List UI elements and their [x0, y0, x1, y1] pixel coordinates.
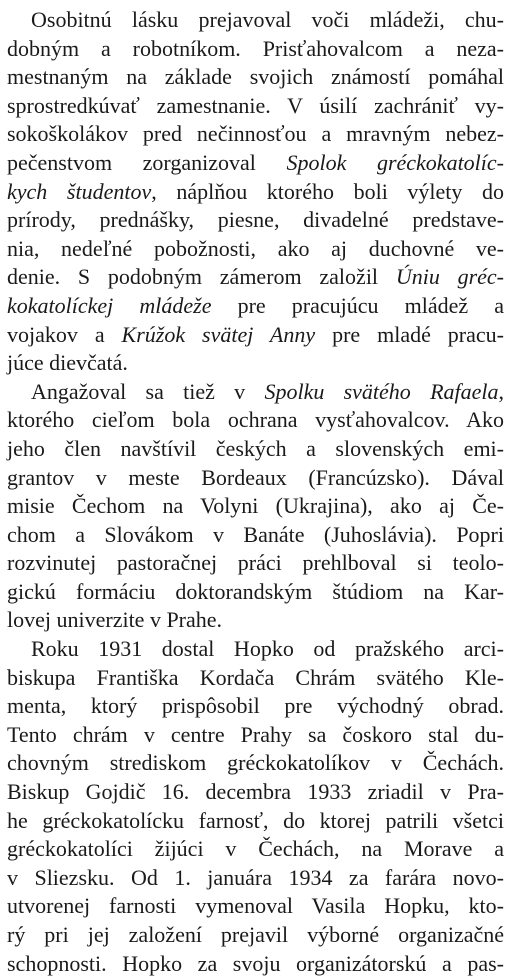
italic-text: Spolku svätého Rafaela [264, 378, 499, 404]
text-run: pre pracujúcu mládež a [211, 292, 504, 318]
text-run: chom a Slovákom v Banáte (Juhoslávia). Popri [7, 521, 504, 547]
text-run: mestnaným na základe svojich známostí pomáhal [7, 64, 504, 90]
paragraph [7, 378, 504, 635]
text-run: Tento chrám v centre Prahy sa čoskoro stal du- [7, 721, 504, 747]
text-line [7, 892, 504, 921]
text-run: , náplňou ktorého boli výlety do [151, 178, 505, 204]
text-line [7, 578, 504, 607]
text-run: pečenstvom zorganizoval [7, 149, 287, 175]
text-line [7, 864, 504, 893]
text-run: Angažoval sa tiež v [31, 378, 265, 404]
text-run: gickú formáciu doktorandským štúdiom na Kar- [7, 578, 504, 604]
paragraph [7, 6, 504, 378]
italic-text: Krúžok svätej Anny [121, 321, 316, 347]
text-line [7, 807, 504, 836]
text-run: sokoškolákov pred nečinnosťou a mravným nebez- [7, 121, 504, 147]
text-run: misie Čechom na Volyni (Ukrajina), ako aj Če- [7, 493, 504, 519]
text-run: gréckokatolíci žijúci v Čechách, na Morave a [7, 836, 504, 862]
text-run: he gréckokatolícku farnosť, do ktorej patrili všetci [7, 807, 504, 833]
text-run: rozvinutej pastoračnej práci prehlboval si teolo- [7, 550, 504, 576]
text-line [7, 835, 504, 864]
text-run: Roku 1931 dostal Hopko od pražského arci- [31, 636, 504, 662]
text-line [7, 749, 504, 778]
text-run: grantov v meste Bordeaux (Francúzsko). Dával [7, 464, 504, 490]
text-run: rý pri jej založení prejavil výborné organizačné [7, 922, 504, 947]
text-run: , [498, 378, 504, 404]
text-line [7, 521, 504, 550]
text-run: pre mladé pracu- [315, 321, 504, 347]
text-line [7, 692, 504, 721]
text-line [7, 549, 504, 578]
text-run: ktorého cieľom bola ochrana vysťahovalcov. Ako [7, 407, 504, 433]
body-text [7, 6, 504, 978]
text-line [7, 921, 504, 950]
text-run: nia, nedeľné pobožnosti, ako aj duchovné ve- [7, 235, 504, 261]
text-run: júce dievčatá. [7, 350, 128, 376]
text-line [7, 321, 504, 350]
text-run: Osobitnú lásku prejavoval voči mládeži, chu- [31, 7, 504, 32]
text-line [7, 721, 504, 750]
text-run: dobným a robotníkom. Prisťahovalcom a neza- [7, 35, 504, 61]
text-line [7, 149, 504, 178]
text-run: vojakov a [7, 321, 122, 347]
text-line [7, 406, 504, 435]
text-line [7, 178, 504, 207]
text-line [7, 35, 504, 64]
text-run: v Sliezsku. Od 1. januára 1934 za farára novo- [7, 864, 504, 890]
text-run: jeho člen navštívil českých a slovenských emi- [7, 435, 504, 461]
text-line [7, 778, 504, 807]
paragraph [7, 635, 504, 978]
text-run: biskupa Františka Kordača Chrám svätého Kle- [7, 664, 504, 690]
text-line [7, 464, 504, 493]
text-line [7, 635, 504, 664]
italic-text: kokatolíckej mládeže [7, 292, 212, 318]
text-line [7, 950, 504, 978]
italic-text: Úniu gréc- [395, 264, 504, 290]
text-run: utvorenej farnosti vymenoval Vasila Hopku, kto- [7, 893, 504, 919]
text-run: chovným strediskom gréckokatolíkov v Čechách. [7, 750, 504, 776]
text-line [7, 6, 504, 35]
text-line [7, 664, 504, 693]
text-line [7, 63, 504, 92]
text-run: Biskup Gojdič 16. decembra 1933 zriadil v Pra- [7, 779, 504, 805]
text-line [7, 263, 504, 292]
italic-text: kych študentov [7, 178, 152, 204]
text-line [7, 378, 504, 407]
text-line [7, 606, 504, 635]
text-run: lovej univerzite v Prahe. [7, 607, 223, 633]
text-line [7, 349, 504, 378]
text-line [7, 492, 504, 521]
text-line [7, 120, 504, 149]
italic-text: Spolok gréckokatolíc- [286, 149, 504, 175]
text-run: menta, ktorý prispôsobil pre východný obrad. [7, 693, 504, 719]
text-run: prírody, prednášky, piesne, divadelné predstave- [7, 207, 504, 233]
text-run: sprostredkúvať zamestnanie. V úsilí zachrániť vy- [7, 92, 504, 118]
text-run: denie. S podobným zámerom založil [7, 264, 396, 290]
text-line [7, 92, 504, 121]
text-line [7, 435, 504, 464]
text-line [7, 292, 504, 321]
text-line [7, 235, 504, 264]
text-line [7, 206, 504, 235]
text-run: schopnosti. Hopko za svoju organizátorskú a pas- [7, 950, 504, 976]
